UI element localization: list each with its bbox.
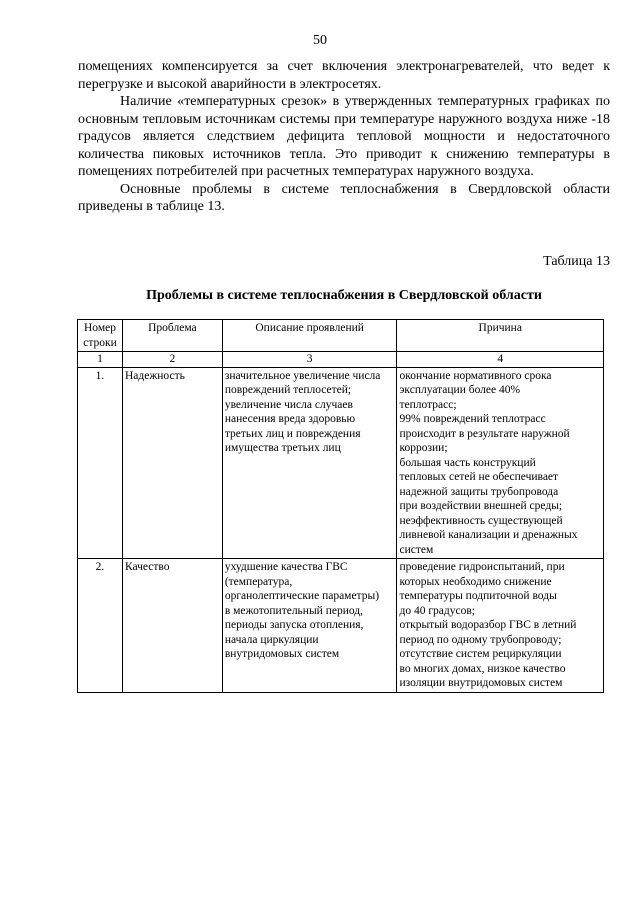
description-line: третьих лиц и повреждения <box>224 427 361 440</box>
table-label: Таблица 13 <box>543 254 610 269</box>
paragraph-2: Наличие «температурных срезок» в утвержденных температурных графиках по основным тепловым источникам системы при температуре наружного воздуха ниже -18 градусов является следствием дефицита тепловой мощности и недостаточного количества пиковых источников тепла. Это приводит к снижению температуры в помещениях потребителей при расчетных температурах наружного воздуха. <box>78 94 610 179</box>
row-cause <box>397 367 604 559</box>
cause-line: до 40 градусов; <box>399 604 475 617</box>
column-number: 1 <box>78 352 123 368</box>
column-number-row <box>78 352 604 368</box>
cause-line: проведение гидроиспытаний, при <box>399 561 565 573</box>
description-line: начала циркуляции <box>224 633 319 646</box>
header-row-number: Номер строки <box>78 320 123 352</box>
body-text <box>78 58 610 216</box>
cause-line: открытый водоразбор ГВС в летний <box>399 619 577 631</box>
description-line: имущества третьих лиц <box>224 442 341 454</box>
paragraph-1: помещениях компенсируется за счет включения электронагревателей, что ведет к перегрузке и высокой аварийности в электросетях. <box>78 59 610 92</box>
row-problem: Надежность <box>122 367 222 559</box>
cause-line: отсутствие систем рециркуляции <box>399 648 562 660</box>
cause-line: теплотрасс; <box>399 398 457 411</box>
cause-line: тепловых сетей не обеспечивает <box>399 471 559 483</box>
description-line: значительное увеличение числа <box>224 369 381 382</box>
cause-line: изоляции внутридомовых систем <box>399 677 563 689</box>
cause-line: неэффективность существующей <box>399 514 563 527</box>
cause-line: температуры подпиточной воды <box>399 590 557 602</box>
description-line: увеличение числа случаев <box>224 398 353 411</box>
description-line: внутридомовых систем <box>224 648 340 660</box>
cause-line: коррозии; <box>399 442 448 454</box>
header-description: Описание проявлений <box>222 320 397 352</box>
description-line: в межотопительный период, <box>224 604 364 617</box>
table-row <box>78 367 604 559</box>
cause-line: при воздействии внешней среды; <box>399 500 563 512</box>
page-number: 50 <box>313 33 327 48</box>
table-row <box>78 559 604 693</box>
header-cause: Причина <box>397 320 604 352</box>
header-problem: Проблема <box>122 320 222 352</box>
row-description <box>222 559 397 693</box>
row-problem: Качество <box>122 559 222 693</box>
cause-line: окончание нормативного срока <box>399 369 552 382</box>
column-number: 4 <box>397 352 604 368</box>
description-line: ухудшение качества ГВС <box>224 561 348 573</box>
row-cause <box>397 559 604 693</box>
problems-table <box>77 319 604 693</box>
cause-line: систем <box>399 543 434 556</box>
cause-line: надежной защиты трубопровода <box>399 485 559 498</box>
column-number: 3 <box>222 352 397 368</box>
table-title: Проблемы в системе теплоснабжения в Свердловской области <box>146 288 542 303</box>
description-line: (температура, <box>224 575 293 588</box>
paragraph-3: Основные проблемы в системе теплоснабжения в Свердловской области приведены в таблице 13. <box>78 181 610 214</box>
column-number: 2 <box>122 352 222 368</box>
row-description <box>222 367 397 559</box>
cause-line: период по одному трубопроводу; <box>399 633 562 646</box>
row-number: 2. <box>78 559 123 693</box>
cause-line: 99% повреждений теплотрасс <box>399 413 546 425</box>
description-line: повреждений теплосетей; <box>224 384 352 396</box>
cause-line: во многих домах, низкое качество <box>399 662 566 675</box>
row-number: 1. <box>78 367 123 559</box>
description-line: периоды запуска отопления, <box>224 619 364 631</box>
cause-line: ливневой канализации и дренажных <box>399 529 578 541</box>
cause-line: которых необходимо снижение <box>399 575 552 588</box>
description-line: органолептические параметры) <box>224 590 380 602</box>
table-header-row <box>78 320 604 352</box>
cause-line: происходит в результате наружной <box>399 427 570 440</box>
description-line: нанесения вреда здоровью <box>224 413 356 425</box>
cause-line: эксплуатации более 40% <box>399 384 521 396</box>
cause-line: большая часть конструкций <box>399 456 536 469</box>
